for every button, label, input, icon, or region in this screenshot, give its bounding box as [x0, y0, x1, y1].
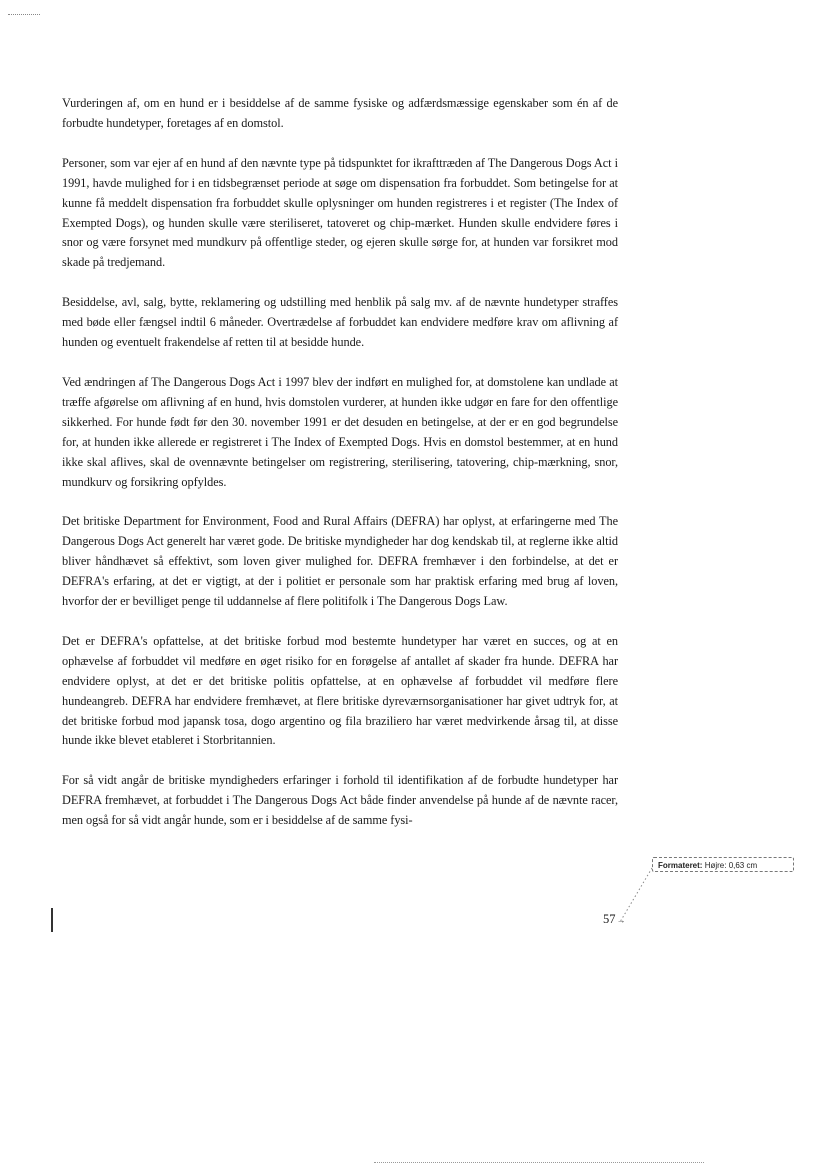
paragraph: Besiddelse, avl, salg, bytte, reklamering og udstilling med henblik på salg mv. af de nævnte hundetyper straffes med bøde eller fængsel indtil 6 måneder. Overtrædelse af forbuddet kan endvidere medføre krav om aflivning af hunden og eventuelt frakendelse af retten til at besidde hunde.: [62, 295, 618, 350]
corner-dotted-mark: [8, 14, 40, 15]
paragraph: Vurderingen af, om en hund er i besiddelse af de samme fysiske og adfærdsmæssige egenskaber som én af de forbudte hundetyper, foretages af en domstol.: [62, 96, 618, 130]
paragraph: For så vidt angår de britiske myndigheders erfaringer i forhold til identifikation af de forbudte hundetyper har DEFRA fremhævet, at forbuddet i The Dangerous Dogs Act både finder anvendelse på hunde af de nævnte racer, men også for så vidt angår hunde, som er i besiddelse af de samme fysi-: [62, 773, 618, 828]
document-body: [62, 94, 618, 851]
bottom-dotted-line: [374, 1162, 704, 1163]
comment-label: Formateret:: [658, 861, 703, 870]
page-number-value: 57: [603, 912, 616, 926]
formatting-comment-balloon[interactable]: [652, 857, 794, 872]
page-number: [603, 912, 626, 927]
change-bar: [51, 908, 53, 932]
paragraph: Det er DEFRA's opfattelse, at det britiske forbud mod bestemte hundetyper har været en succes, og at en ophævelse af forbuddet vil medføre en øget risiko for en forøgelse af antallet af skader fra hunde. DEFRA har endvidere oplyst, at det er det britiske politis opfattelse, at en ophævelse af forbuddet vil medføre flere hundeangreb. DEFRA har endvidere fremhævet, at flere britiske dyreværnsorganisationer har givet udtryk for, at det britiske forbud mod japansk tosa, dogo argentino og fila braziliero har været medvirkende årsag til, at disse hunde ikke blevet etableret i Storbritannien.: [62, 633, 618, 748]
comment-text: Højre: 0,63 cm: [704, 861, 758, 870]
paragraph: Personer, som var ejer af en hund af den nævnte type på tidspunktet for ikrafttræden af The Dangerous Dogs Act i 1991, havde mulighed for i en tidsbegrænset periode at søge om dispensation fra forbuddet. Som betingelse for at kunne få meddelt dispensation fra forbuddet skulle oplysninger om hunden registreres i et register (The Index of Exempted Dogs), og hunden skulle være steriliseret, tatoveret og chip-mærket. Hunden skulle endvidere føres i snor og være forsynet med mundkurv på offentlige steder, og ejeren skulle sørge for, at hunden var forsikret mod skade på tredjemand.: [62, 155, 618, 270]
paragraph-mark-icon: →: [616, 915, 626, 925]
paragraph: Det britiske Department for Environment, Food and Rural Affairs (DEFRA) har oplyst, at erfaringerne med The Dangerous Dogs Act generelt har været gode. De britiske myndigheder har dog kendskab til, at reglerne ikke altid bliver håndhævet så effektivt, som loven giver mulighed for. DEFRA fremhæver i den forbindelse, at det er DEFRA's erfaring, at det er vigtigt, at der i politiet er personale som har praktisk erfaring med brug af loven, hvorfor der er bevilliget penge til uddannelse af flere politifolk i The Dangerous Dogs Law.: [62, 514, 618, 609]
paragraph: Ved ændringen af The Dangerous Dogs Act i 1997 blev der indført en mulighed for, at domstolene kan undlade at træffe afgørelse om aflivning af en hund, hvis domstolen vurderer, at hunden ikke udgør en fare for den offentlige sikkerhed. For hunde født før den 30. november 1991 er det desuden en betingelse, at der er en god begrundelse for, at hunden ikke allerede er registreret i The Index of Exempted Dogs. Hvis en domstol bestemmer, at en hund ikke skal aflives, skal de ovennævnte betingelser om registrering, sterilisering, tatovering, chip-mærkning, snor, mundkurv og forsikring opfyldes.: [62, 374, 618, 489]
